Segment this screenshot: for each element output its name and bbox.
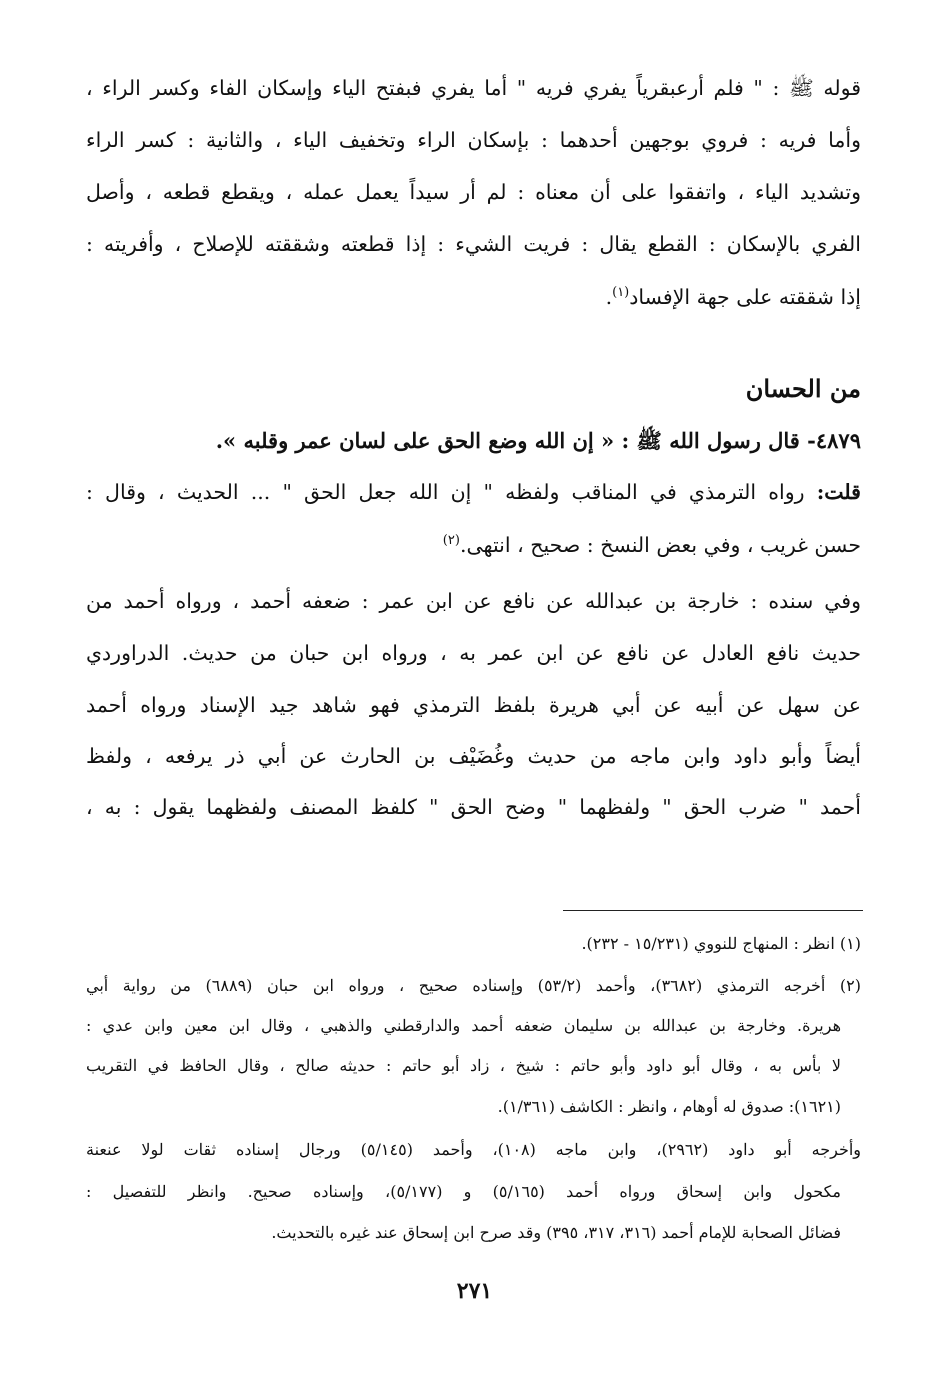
body-text: إذا شققته على جهة الإفساد <box>629 284 861 309</box>
body-line: أيضاً وأبو داود وابن ماجه من حديث وغُضَيْف بن الحارث عن أبي ذر يرفعه ، ولفظ <box>86 744 861 768</box>
footnote-ref: (٢) <box>442 533 460 548</box>
footnote-2-line: هريرة. وخارجة بن عبدالله بن سليمان ضعفه أحمد والدارقطني والذهبي ، وقال ابن معين وابن عدي : <box>86 1016 841 1035</box>
body-line <box>86 482 861 503</box>
body-line: وفي سنده : خارجة بن عبدالله عن نافع عن ابن عمر : ضعفه أحمد ، ورواه أحمد من <box>86 589 861 613</box>
body-line: وتشديد الياء ، واتفقوا على أن معناه : لم أر سيداً يعمل عمله ، ويقطع قطعه ، وأصل <box>86 180 861 204</box>
body-line <box>86 534 861 555</box>
footnote-separator <box>563 910 863 911</box>
footnote-3-line: وأخرجه أبو داود (٢٩٦٢)، وابن ماجه (١٠٨)، وأحمد (٥/١٤٥) ورجال إسناده ثقات لولا عنعنة <box>86 1140 862 1159</box>
footnote-3-line: مكحول وابن إسحاق ورواه أحمد (٥/١٦٥) و (٥/١٧٧)، وإسناده صحيح. وانظر للتفصيل : <box>86 1182 842 1201</box>
qult-label: قلت: <box>816 480 861 504</box>
body-text: حسن غريب ، وفي بعض النسخ : صحيح ، انتهى. <box>459 532 861 557</box>
footnote-2-line: (١٦٢١): صدوق له أوهام ، وانظر : الكاشف (١/٣٦١). <box>497 1097 841 1116</box>
body-line: عن سهل عن أبيه عن أبي هريرة بلفظ الترمذي فهو شاهد جيد الإسناد ورواه أحمد <box>86 693 861 717</box>
body-line: حديث نافع العادل عن نافع عن ابن عمر به ، ورواه ابن حبان من حديث. الدراوردي <box>86 641 861 665</box>
footnote-ref: (١) <box>612 285 630 300</box>
footnote-2-line: لا بأس به ، وقال أبو داود وأبو حاتم : شيخ ، زاد أبو حاتم : حديثه صالح ، وقال الحافظ في التقريب <box>86 1056 841 1075</box>
footnote-3-line: فضائل الصحابة للإمام أحمد (٣١٦، ٣١٧، ٣٩٥) وقد صرح ابن إسحاق عند غيره بالتحديث. <box>271 1223 841 1242</box>
body-line: أحمد " ضرب الحق " ولفظهما " وضح الحق " كلفظ المصنف ولفظهما يقول : به ، <box>86 795 861 819</box>
section-heading: من الحسان <box>745 374 861 403</box>
body-line: الفري بالإسكان : القطع يقال : فريت الشيء : إذا قطعته وشققته للإصلاح ، وأفريته : <box>86 232 861 256</box>
footnote-1: (١) انظر : المنهاج للنووي (١٥/٢٣١ - ٢٣٢). <box>581 934 861 953</box>
body-line: إذا شققته على جهة الإفساد$^{(١)}$. <box>605 284 861 309</box>
page-number: ٢٧١ <box>456 1278 493 1304</box>
hadith-text: ٤٨٧٩- قال رسول الله ﷺ : « إن الله وضع الحق على لسان عمر وقلبه ». <box>215 428 861 453</box>
body-text: رواه الترمذي في المناقب ولفظه " إن الله جعل الحق " ... الحديث ، وقال : <box>86 480 805 504</box>
body-line: وأما فريه : فروي بوجهين أحدهما : بإسكان الراء وتخفيف الياء ، والثانية : كسر الراء <box>86 128 861 152</box>
footnote-2-line: (٢) أخرجه الترمذي (٣٦٨٢)، وأحمد (٥٣/٢) وإسناده صحيح ، ورواه ابن حبان (٦٨٨٩) من رواية أبي <box>86 976 862 995</box>
body-line: قوله ﷺ : " فلم أرعبقرياً يفري فريه " أما يفري فبفتح الياء وإسكان الفاء وكسر الراء ، <box>86 76 861 100</box>
